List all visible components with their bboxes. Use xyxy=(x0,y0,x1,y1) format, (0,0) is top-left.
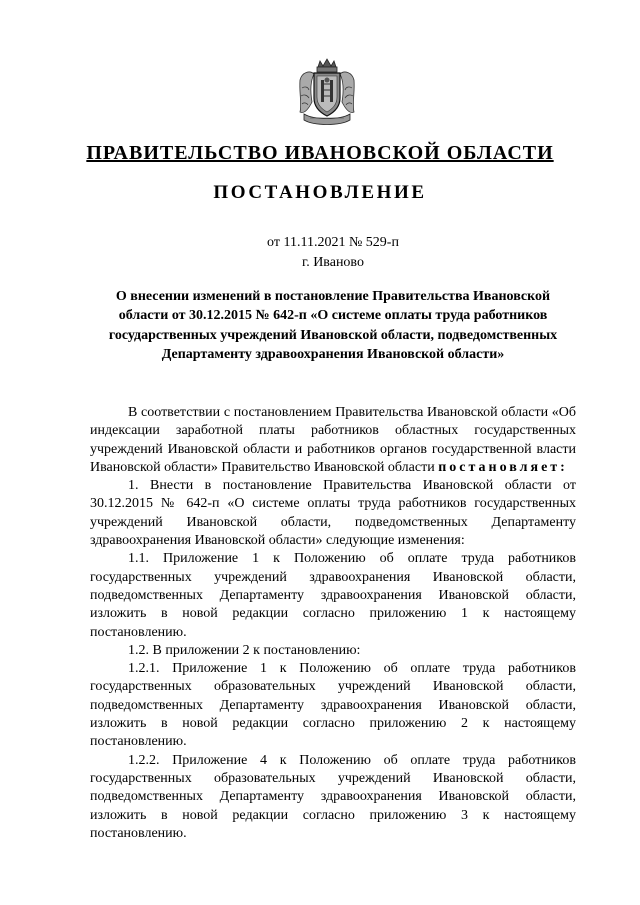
coat-of-arms-icon xyxy=(296,58,358,128)
resolves-text: постановляет: xyxy=(438,459,568,475)
item-1-2-2: 1.2.2. Приложение 4 к Положению об оплате труда работников государственных образовательных учреждений Ивановской области, подведомственных Департаменту здравоохранения Ивановской области, изложить в новой редакции согласно приложению 3 к настоящему постановлению. xyxy=(90,752,576,841)
document-meta xyxy=(0,233,640,273)
document-body xyxy=(90,404,576,843)
item-1-1: 1.1. Приложение 1 к Положению об оплате труда работников государственных учреждений здравоохранения Ивановской области, подведомственных Департаменту здравоохранения Ивановской области, изложить в новой редакции согласно приложению 1 к настоящему постановлению. xyxy=(90,551,576,640)
date-number: от 11.11.2021 № 529-п xyxy=(267,235,399,250)
document-subject: О внесении изменений в постановление Правительства Ивановской области от 30.12.2015 № 642-п «О системе оплаты труда работников государственных учреждений Ивановской области, подведомственных Департаменту здравоохранения Ивановской области» xyxy=(108,289,558,362)
item-1-2: 1.2. В приложении 2 к постановлению: xyxy=(128,642,361,658)
intro-paragraph xyxy=(90,404,576,477)
government-name: ПРАВИТЕЛЬСТВО ИВАНОВСКОЙ ОБЛАСТИ xyxy=(86,142,554,164)
city: г. Иваново xyxy=(302,255,364,270)
intro-text: В соответствии с постановлением Правительства Ивановской области «Об индексации заработной платы работников областных государственных учреждений Ивановской области и работников органов государственной власти Ивановской области» Правительство Ивановской области xyxy=(90,405,576,475)
document-type: ПОСТАНОВЛЕНИЕ xyxy=(213,182,427,203)
item-1: 1. Внести в постановление Правительства Ивановской области от 30.12.2015 № 642-п «О системе оплаты труда работников государственных учреждений Ивановской области, подведомственных Департаменту здравоохранения Ивановской области» следующие изменения: xyxy=(90,478,576,549)
item-1-2-1: 1.2.1. Приложение 1 к Положению об оплате труда работников государственных образовательных учреждений Ивановской области, подведомственных Департаменту здравоохранения Ивановской области, изложить в новой редакции согласно приложению 2 к настоящему постановлению. xyxy=(90,661,576,750)
